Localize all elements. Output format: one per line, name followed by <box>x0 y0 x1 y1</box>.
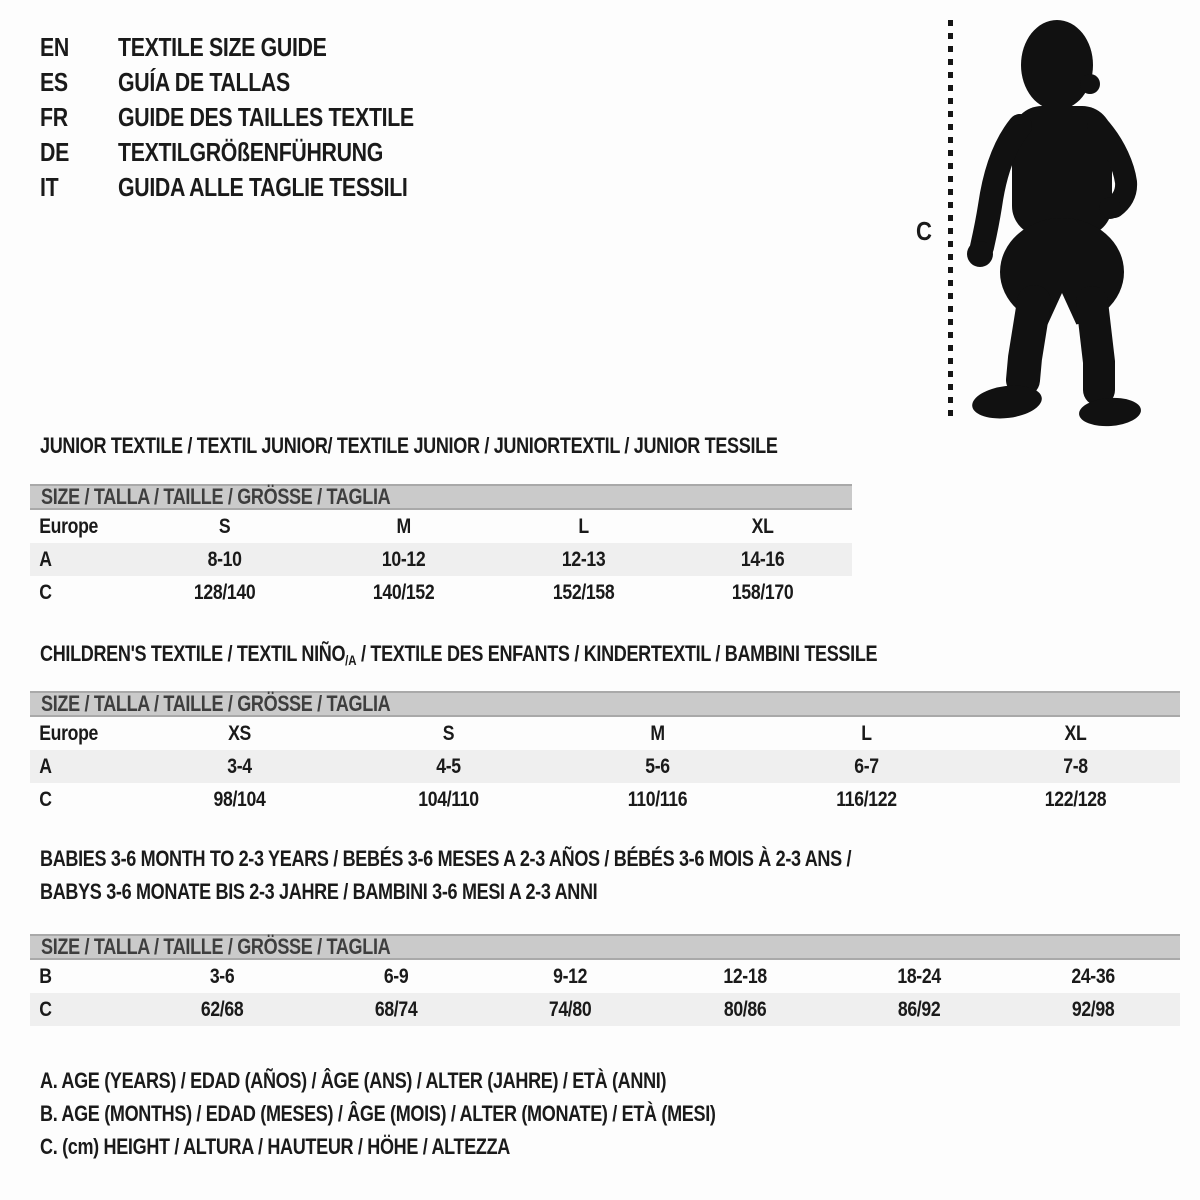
table-cell: 3-4 <box>227 754 252 778</box>
table-cell: A <box>39 547 52 571</box>
language-title: TEXTILE SIZE GUIDE <box>118 32 327 62</box>
language-code: DE <box>40 137 69 167</box>
table-cell: S <box>442 721 455 745</box>
table-cell: L <box>861 721 872 745</box>
legend-line <box>40 1130 864 1163</box>
section-title-text: JUNIOR TEXTILE / TEXTIL JUNIOR/ TEXTILE JUNIOR / JUNIORTEXTIL / JUNIOR TESSILE <box>40 433 778 458</box>
table-cell: M <box>396 514 412 538</box>
section-title <box>40 842 1180 875</box>
table-cell: 9-12 <box>553 964 588 988</box>
title-part: CHILDREN'S TEXTILE / TEXTIL NIÑO <box>40 641 346 666</box>
table-cell: 110/116 <box>627 787 688 811</box>
table-row <box>30 576 852 609</box>
toddler-silhouette-icon <box>940 10 1150 430</box>
legend-line <box>40 1097 864 1130</box>
table-cell: 152/158 <box>552 580 614 604</box>
language-row <box>40 100 479 135</box>
section-title-text: BABYS 3-6 MONATE BIS 2-3 JAHRE / BAMBINI 3-6 MESI A 2-3 ANNI <box>40 879 598 904</box>
table-cell: 8-10 <box>207 547 242 571</box>
table-cell: C <box>39 580 52 604</box>
table-cell: M <box>650 721 665 745</box>
size-header-label: SIZE / TALLA / TAILLE / GRÖSSE / TAGLIA <box>41 691 391 716</box>
table-cell: XS <box>228 721 251 745</box>
table-cell: 6-9 <box>384 964 409 988</box>
children-size-table <box>30 691 1180 816</box>
size-header-bar <box>30 484 852 510</box>
size-header-bar <box>30 934 1180 960</box>
table-cell: S <box>218 514 231 538</box>
table-cell: 3-6 <box>209 964 235 988</box>
table-cell: L <box>577 514 589 538</box>
size-header-label: SIZE / TALLA / TAILLE / GRÖSSE / TAGLIA <box>41 934 391 959</box>
table-cell: C <box>39 997 52 1021</box>
table-row <box>30 717 1180 750</box>
table-cell: 4-5 <box>436 754 461 778</box>
language-code: EN <box>40 32 69 62</box>
language-row <box>40 30 479 65</box>
table-cell: 140/152 <box>373 580 435 604</box>
title-part: / TEXTILE DES ENFANTS / KINDERTEXTIL / BAMBINI TESSILE <box>356 641 878 666</box>
table-cell: 62/68 <box>200 997 244 1021</box>
language-code: FR <box>40 102 68 132</box>
table-cell: 86/92 <box>897 997 941 1021</box>
measure-label-c: C <box>916 216 932 246</box>
table-row <box>30 750 1180 783</box>
table-cell: 74/80 <box>549 997 592 1021</box>
table-cell: 104/110 <box>418 787 479 811</box>
table-cell: XL <box>751 514 774 538</box>
language-code: ES <box>40 67 68 97</box>
table-cell: Europe <box>39 721 99 745</box>
table-row <box>30 783 1180 816</box>
table-cell: 158/170 <box>731 580 794 604</box>
language-title: GUIDE DES TAILLES TEXTILE <box>118 102 414 132</box>
table-cell: 116/122 <box>836 787 897 811</box>
section-title-text <box>40 642 877 672</box>
table-cell: 92/98 <box>1071 997 1115 1021</box>
language-row <box>40 135 479 170</box>
title-subscript: /A <box>345 652 357 668</box>
size-header-label: SIZE / TALLA / TAILLE / GRÖSSE / TAGLIA <box>41 484 391 509</box>
table-cell: 12-18 <box>722 964 767 988</box>
table-cell: 18-24 <box>897 964 941 988</box>
table-row <box>30 993 1180 1026</box>
legend-line <box>40 1064 864 1097</box>
language-title: GUÍA DE TALLAS <box>118 67 290 97</box>
table-cell: 80/86 <box>723 997 766 1021</box>
table-row <box>30 960 1180 993</box>
table-row <box>30 543 852 576</box>
section-babies-textile <box>30 842 1180 1026</box>
language-title: TEXTILGRÖßENFÜHRUNG <box>118 137 384 167</box>
table-cell: 7-8 <box>1063 754 1088 778</box>
table-cell: B <box>39 964 52 988</box>
legend-line-text: B. AGE (MONTHS) / EDAD (MESES) / ÂGE (MOIS) / ALTER (MONATE) / ETÀ (MESI) <box>40 1101 716 1126</box>
table-cell: Europe <box>39 514 99 538</box>
legend-line-text: C. (cm) HEIGHT / ALTURA / HAUTEUR / HÖHE / ALTEZZA <box>40 1134 511 1159</box>
table-cell: 12-13 <box>561 547 605 571</box>
table-cell: A <box>39 754 52 778</box>
language-row <box>40 65 479 100</box>
language-title-list <box>40 30 479 205</box>
table-cell: 14-16 <box>740 547 785 571</box>
table-cell: 24-36 <box>1071 964 1115 988</box>
table-cell: 98/104 <box>213 787 266 811</box>
toddler-figure <box>967 20 1142 428</box>
section-junior-textile <box>30 434 939 609</box>
table-cell: 68/74 <box>375 997 418 1021</box>
language-code: IT <box>40 172 59 202</box>
junior-size-table <box>30 484 852 609</box>
language-row <box>40 170 479 205</box>
table-cell: 128/140 <box>193 580 256 604</box>
section-title <box>40 642 1180 666</box>
section-childrens-textile <box>30 642 1180 816</box>
legend-line-text: A. AGE (YEARS) / EDAD (AÑOS) / ÂGE (ANS) / ALTER (JAHRE) / ETÀ (ANNI) <box>40 1068 667 1093</box>
section-title-text: BABIES 3-6 MONTH TO 2-3 YEARS / BEBÉS 3-6 MESES A 2-3 AÑOS / BÉBÉS 3-6 MOIS À 2-3 ANS / <box>40 846 852 871</box>
table-cell: XL <box>1064 721 1087 745</box>
size-header-bar <box>30 691 1180 717</box>
table-cell: 122/128 <box>1044 787 1107 811</box>
table-cell: 5-6 <box>645 754 670 778</box>
babies-size-table <box>30 934 1180 1026</box>
table-cell: C <box>39 787 52 811</box>
section-title <box>40 875 1180 908</box>
measurement-legend <box>40 1064 864 1163</box>
language-title: GUIDA ALLE TAGLIE TESSILI <box>118 172 408 202</box>
table-cell: 10-12 <box>382 547 426 571</box>
table-row <box>30 510 852 543</box>
table-cell: 6-7 <box>854 754 879 778</box>
section-title <box>40 434 939 458</box>
